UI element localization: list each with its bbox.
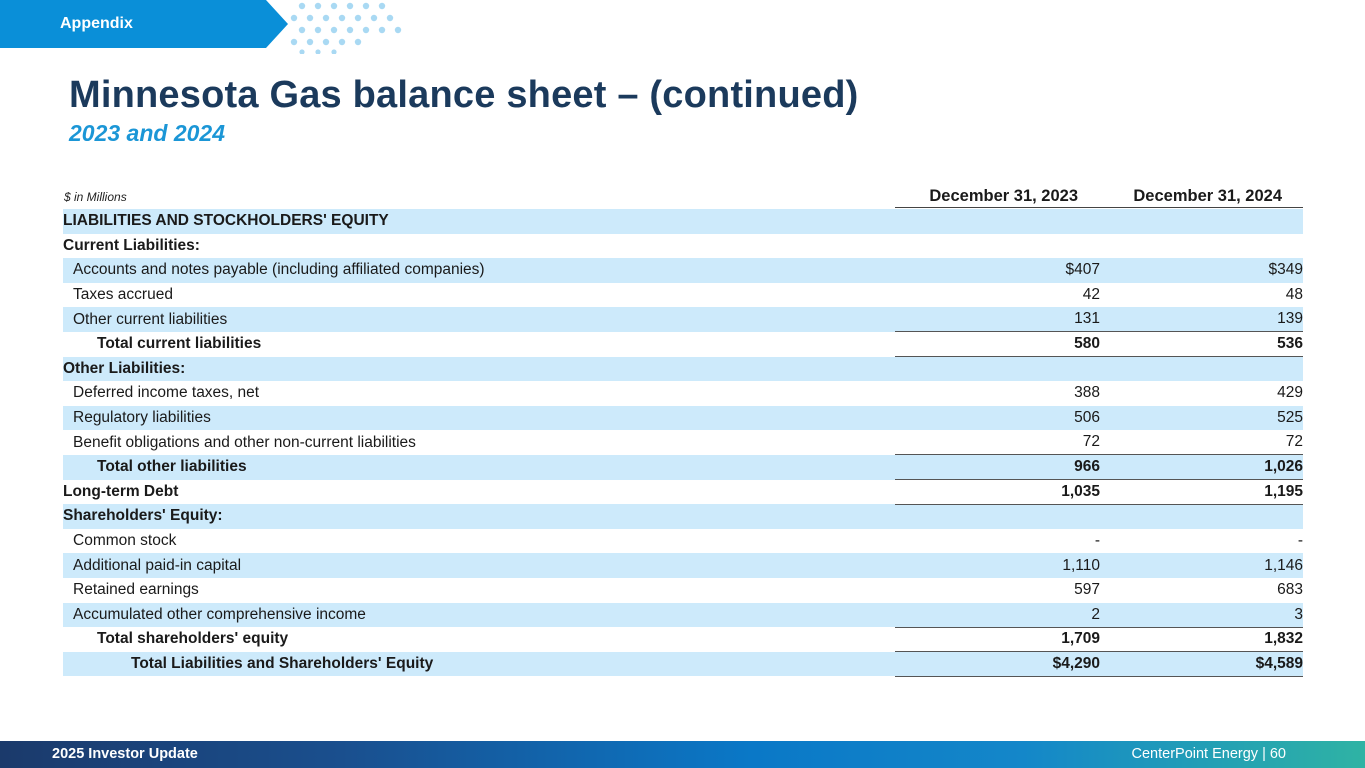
table-row [63,603,1303,628]
value-2023: $407 [895,258,1101,283]
value-2024 [1101,357,1303,382]
table-row [63,553,1303,578]
value-2023: $4,290 [895,652,1101,677]
header-rule [895,207,1303,208]
table-row [63,578,1303,603]
row-label: Common stock [73,532,177,550]
row-label: Total Liabilities and Shareholders' Equity [63,652,895,677]
value-2024 [1101,504,1303,529]
value-2024: 536 [1101,332,1303,357]
column-header-2024: December 31, 2024 [1133,187,1282,205]
table-row [63,652,1303,677]
value-2023 [895,504,1101,529]
row-label: Retained earnings [73,581,199,599]
value-2024: 683 [1277,581,1303,599]
table-row [63,258,1303,283]
decorative-dot-pattern [280,0,410,54]
row-label: Accounts and notes payable (including affiliated companies) [63,258,895,283]
value-2024: 139 [1101,307,1303,332]
value-2024: 1,146 [1101,553,1303,578]
row-label: Long-term Debt [63,482,179,500]
value-2023 [895,209,1101,234]
value-2023 [895,357,1101,382]
table-row [63,627,1303,652]
row-label: Accumulated other comprehensive income [63,603,895,628]
balance-sheet-table [63,209,1303,677]
value-2023: 1,110 [895,553,1101,578]
footer-company-page: CenterPoint Energy | 60 [1131,746,1286,762]
value-2023: 2 [895,603,1101,628]
table-row [63,234,1303,259]
table-row [63,209,1303,234]
row-label: Shareholders' Equity: [63,504,895,529]
footer-event-title: 2025 Investor Update [52,746,198,762]
row-label: Taxes accrued [73,286,173,304]
table-row [63,480,1303,505]
table-row [63,529,1303,554]
row-label: Total shareholders' equity [97,630,289,648]
page-subtitle: 2023 and 2024 [69,120,226,146]
row-label: Total current liabilities [97,335,262,353]
value-2024: 525 [1101,406,1303,431]
value-2023: - [1094,532,1100,550]
value-2023: 42 [1082,286,1100,304]
value-2024: - [1297,532,1303,550]
table-row [63,381,1303,406]
value-2023: 131 [895,307,1101,332]
value-2024: 1,195 [1101,480,1303,505]
row-label: Benefit obligations and other non-current liabilities [73,433,416,451]
table-row [63,430,1303,455]
value-2023: 72 [1082,433,1100,451]
row-label: Total other liabilities [63,455,895,480]
table-row [63,357,1303,382]
table-row [63,504,1303,529]
value-2024: 3 [1101,603,1303,628]
value-2024: 72 [1285,433,1303,451]
column-header-2023: December 31, 2023 [929,187,1078,205]
value-2023 [895,234,1101,259]
value-2023: 1,709 [895,627,1101,652]
value-2024: 429 [1277,384,1303,402]
footer-bar [0,741,1365,768]
table-row [63,283,1303,308]
value-2024: $4,589 [1101,652,1303,677]
tab-shape [0,0,288,48]
page-title: Minnesota Gas balance sheet – (continued) [69,74,859,116]
units-note: $ in Millions [64,190,127,204]
row-label: Current Liabilities: [63,236,200,254]
value-2023: 388 [1074,384,1100,402]
row-label: Deferred income taxes, net [73,384,260,402]
value-2024: 1,026 [1101,455,1303,480]
value-2024 [1101,234,1303,259]
value-2023: 966 [895,455,1101,480]
row-label: Regulatory liabilities [63,406,895,431]
section-tab [0,0,288,48]
table-row [63,307,1303,332]
row-label: LIABILITIES AND STOCKHOLDERS' EQUITY [63,209,895,234]
value-2023: 580 [895,332,1101,357]
value-2024: $349 [1101,258,1303,283]
row-label: Additional paid-in capital [63,553,895,578]
value-2024: 48 [1285,286,1303,304]
section-tab-label: Appendix [60,15,133,32]
table-row [63,406,1303,431]
value-2023: 1,035 [895,480,1101,505]
table-row [63,332,1303,357]
value-2024 [1101,209,1303,234]
row-label: Other Liabilities: [63,357,895,382]
table-row [63,455,1303,480]
value-2024: 1,832 [1101,627,1303,652]
value-2023: 506 [895,406,1101,431]
value-2023: 597 [1074,581,1100,599]
row-label: Other current liabilities [63,307,895,332]
